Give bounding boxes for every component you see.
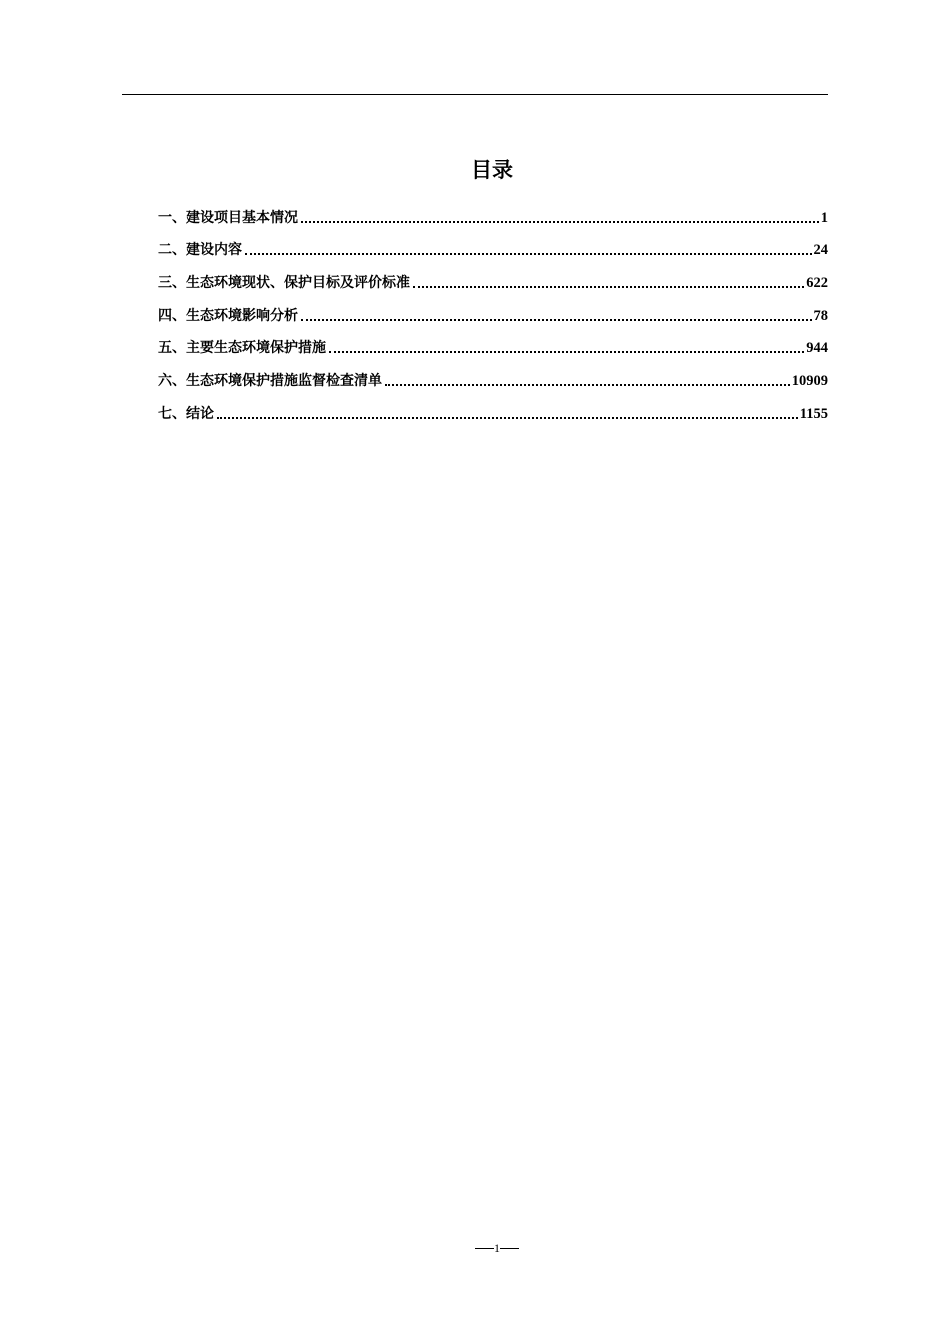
toc-entry-6[interactable] xyxy=(158,358,828,391)
toc-entry-page: 24 xyxy=(813,242,828,259)
toc-entry-5[interactable] xyxy=(158,326,828,359)
toc-entry-page: 944 xyxy=(806,340,828,357)
header-rule xyxy=(122,94,828,95)
toc-entry-label: 七、结论 xyxy=(158,405,214,422)
toc-entry-label: 六、生态环境保护措施监督检查清单 xyxy=(158,373,382,390)
page-number: 1 xyxy=(494,1241,500,1255)
toc-dot-leader xyxy=(301,319,812,321)
toc-dot-leader xyxy=(413,286,804,288)
footer-dash-right xyxy=(500,1248,519,1249)
toc-entry-1[interactable] xyxy=(158,195,828,228)
toc-entry-3[interactable] xyxy=(158,260,828,293)
toc-list xyxy=(158,195,828,424)
toc-entry-page: 78 xyxy=(813,307,828,324)
toc-dot-leader xyxy=(217,417,798,419)
toc-entry-page: 1155 xyxy=(799,405,828,422)
toc-entry-label: 四、生态环境影响分析 xyxy=(158,307,298,324)
toc-entry-label: 五、主要生态环境保护措施 xyxy=(158,340,326,357)
toc-entry-label: 三、生态环境现状、保护目标及评价标准 xyxy=(158,275,410,292)
toc-title: 目录 xyxy=(471,158,513,182)
toc-dot-leader xyxy=(329,351,804,353)
toc-entry-page: 10909 xyxy=(791,373,828,390)
toc-dot-leader xyxy=(245,253,812,255)
toc-entry-label: 二、建设内容 xyxy=(158,242,242,259)
toc-entry-4[interactable] xyxy=(158,293,828,326)
toc-entry-page: 1 xyxy=(820,209,828,226)
page-footer xyxy=(0,1238,950,1258)
toc-entry-label: 一、建设项目基本情况 xyxy=(158,209,298,226)
toc-dot-leader xyxy=(385,384,790,386)
toc-entry-7[interactable] xyxy=(158,391,828,424)
toc-dot-leader xyxy=(301,221,819,223)
toc-entry-2[interactable] xyxy=(158,228,828,261)
footer-dash-left xyxy=(475,1248,494,1249)
toc-entry-page: 622 xyxy=(806,275,828,292)
